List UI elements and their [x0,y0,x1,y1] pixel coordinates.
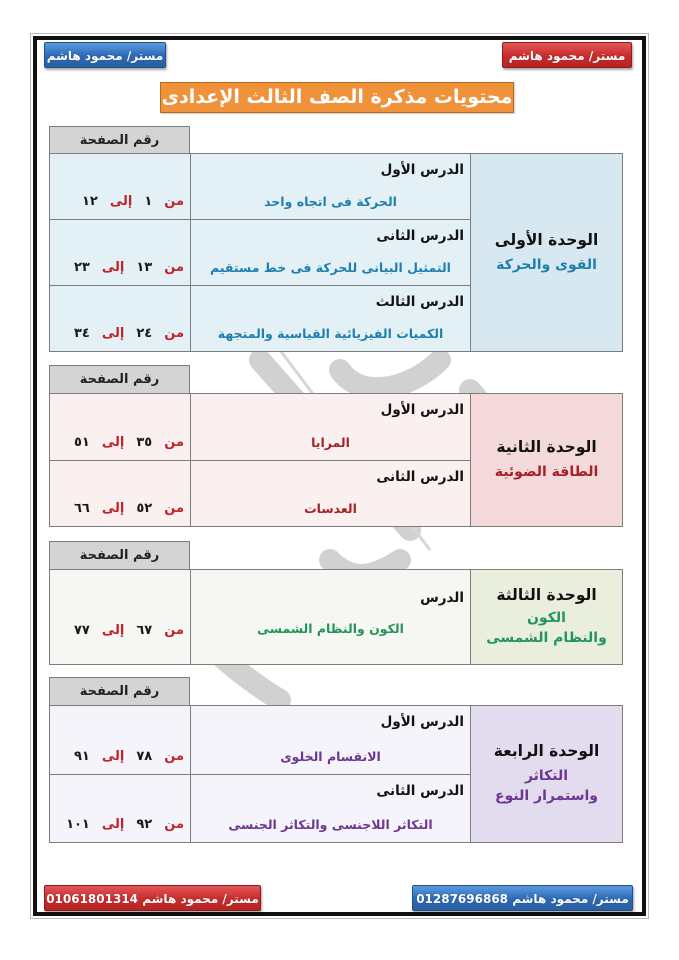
from-page: ٦٧ [136,623,153,638]
to-label: إلى [101,434,125,450]
lessons-column [191,570,471,664]
lesson-cell [191,570,470,664]
to-page: ٦٦ [74,501,90,516]
from-page: ١٣ [136,260,153,275]
author-tag-top-left: مستر/ محمود هاشم [44,42,166,68]
from-label: من [164,194,184,209]
page-range-cell [50,154,190,219]
page-range [56,194,184,209]
lesson-cell [191,154,470,219]
lesson-title: العدسات [304,501,357,516]
page-range [56,501,184,516]
to-label: إلى [101,326,125,341]
lesson-cell [191,394,470,460]
lessons-column [191,154,471,351]
lesson-title: الكون والنظام الشمسى [257,621,404,636]
lesson-cell [191,706,470,774]
to-label: إلى [101,748,125,764]
unit-subtitle-line-2: واستمرار النوع [495,788,598,804]
page-range [56,749,184,764]
page-range [56,623,184,638]
unit-cell [471,154,622,351]
from-label: من [164,501,184,516]
page-number-header: رقم الصفحة [49,365,190,393]
to-label: إلى [101,501,125,516]
from-label: من [164,748,184,764]
unit-section-3 [49,569,623,665]
page-range [56,435,184,450]
lesson-title: التكاثر اللاجنسى والتكاثر الجنسى [228,817,433,832]
unit-subtitle-line-1: الكون [527,610,566,626]
page-number-header: رقم الصفحة [49,541,190,569]
lesson-label: الدرس الأول [380,402,464,418]
unit-subtitle-line-2: والنظام الشمسى [486,630,607,646]
lesson-label: الدرس الثانى [376,468,464,485]
lesson-cell [191,460,470,527]
from-page: ٢٤ [136,326,153,341]
page-range [56,260,184,275]
from-page: ٩٢ [136,817,153,832]
to-page: ٩١ [74,748,90,764]
from-page: ٧٨ [136,748,153,764]
page-range-cell [50,570,190,664]
from-label: من [164,326,184,341]
lessons-column [191,706,471,842]
to-page: ١٢ [81,194,98,209]
to-label: إلى [101,817,125,832]
contact-tag-bottom-right: مستر/ محمود هاشم 01287696868 [412,885,633,911]
lesson-label: الدرس [420,590,464,606]
lesson-cell [191,219,470,285]
to-page: ٧٧ [74,623,90,638]
from-page: ١ [144,194,153,209]
page-range-cell [50,285,190,351]
lesson-title: المرايا [311,434,350,450]
page-range-column [50,154,191,351]
lesson-label: الدرس الأول [380,714,464,730]
to-page: ١٠١ [66,817,90,832]
page-range-column [50,570,191,664]
from-page: ٣٥ [136,434,153,450]
unit-cell [471,394,622,526]
unit-subtitle: القوى والحركة [496,256,597,273]
unit-section-1 [49,153,623,352]
page-title: محتويات مذكرة الصف الثالث الإعدادى [160,82,514,113]
unit-name: الوحدة الثالثة [496,586,597,604]
unit-section-4 [49,705,623,843]
to-page: ٥١ [74,434,90,450]
lesson-title: الانقسام الخلوى [280,748,381,764]
page-range-cell [50,394,190,460]
page-number-header: رقم الصفحة [49,126,190,154]
unit-name: الوحدة الأولى [494,230,599,249]
from-label: من [164,623,184,638]
unit-cell [471,706,622,842]
page-range-cell [50,460,190,527]
lesson-label: الدرس الثالث [375,294,464,310]
to-label: إلى [101,623,125,638]
lesson-label: الدرس الأول [380,162,464,178]
from-page: ٥٢ [136,501,153,516]
unit-subtitle: الطاقة الضوئية [494,464,599,480]
to-label: إلى [101,260,125,275]
lesson-title: الحركة فى اتجاه واحد [264,194,397,209]
lesson-label: الدرس الثانى [376,782,464,799]
lesson-title: الكميات الفيزيائية القياسية والمتجهة [217,326,444,341]
page-range-column [50,394,191,526]
lesson-label: الدرس الثانى [376,228,464,244]
lesson-cell [191,285,470,351]
page-range-cell [50,774,190,843]
unit-section-2 [49,393,623,527]
page-range-cell [50,706,190,774]
to-page: ٣٤ [74,326,90,341]
lesson-cell [191,774,470,843]
unit-name: الوحدة الثانية [496,438,597,456]
lesson-title: التمثيل البيانى للحركة فى خط مستقيم [210,260,451,275]
from-label: من [164,434,184,450]
page-range-cell [50,219,190,285]
page-range [56,817,184,832]
lessons-column [191,394,471,526]
from-label: من [164,260,184,275]
unit-name: الوحدة الرابعة [493,742,600,760]
contact-tag-bottom-left: مستر/ محمود هاشم 01061801314 [44,885,261,911]
from-label: من [164,817,184,832]
page-range-column [50,706,191,842]
to-label: إلى [109,194,133,209]
page-number-header: رقم الصفحة [49,677,190,705]
page-range [56,326,184,341]
unit-subtitle-line-1: التكاثر [524,768,569,784]
unit-cell [471,570,622,664]
author-tag-top-right: مستر/ محمود هاشم [502,42,632,68]
to-page: ٢٣ [74,260,90,275]
